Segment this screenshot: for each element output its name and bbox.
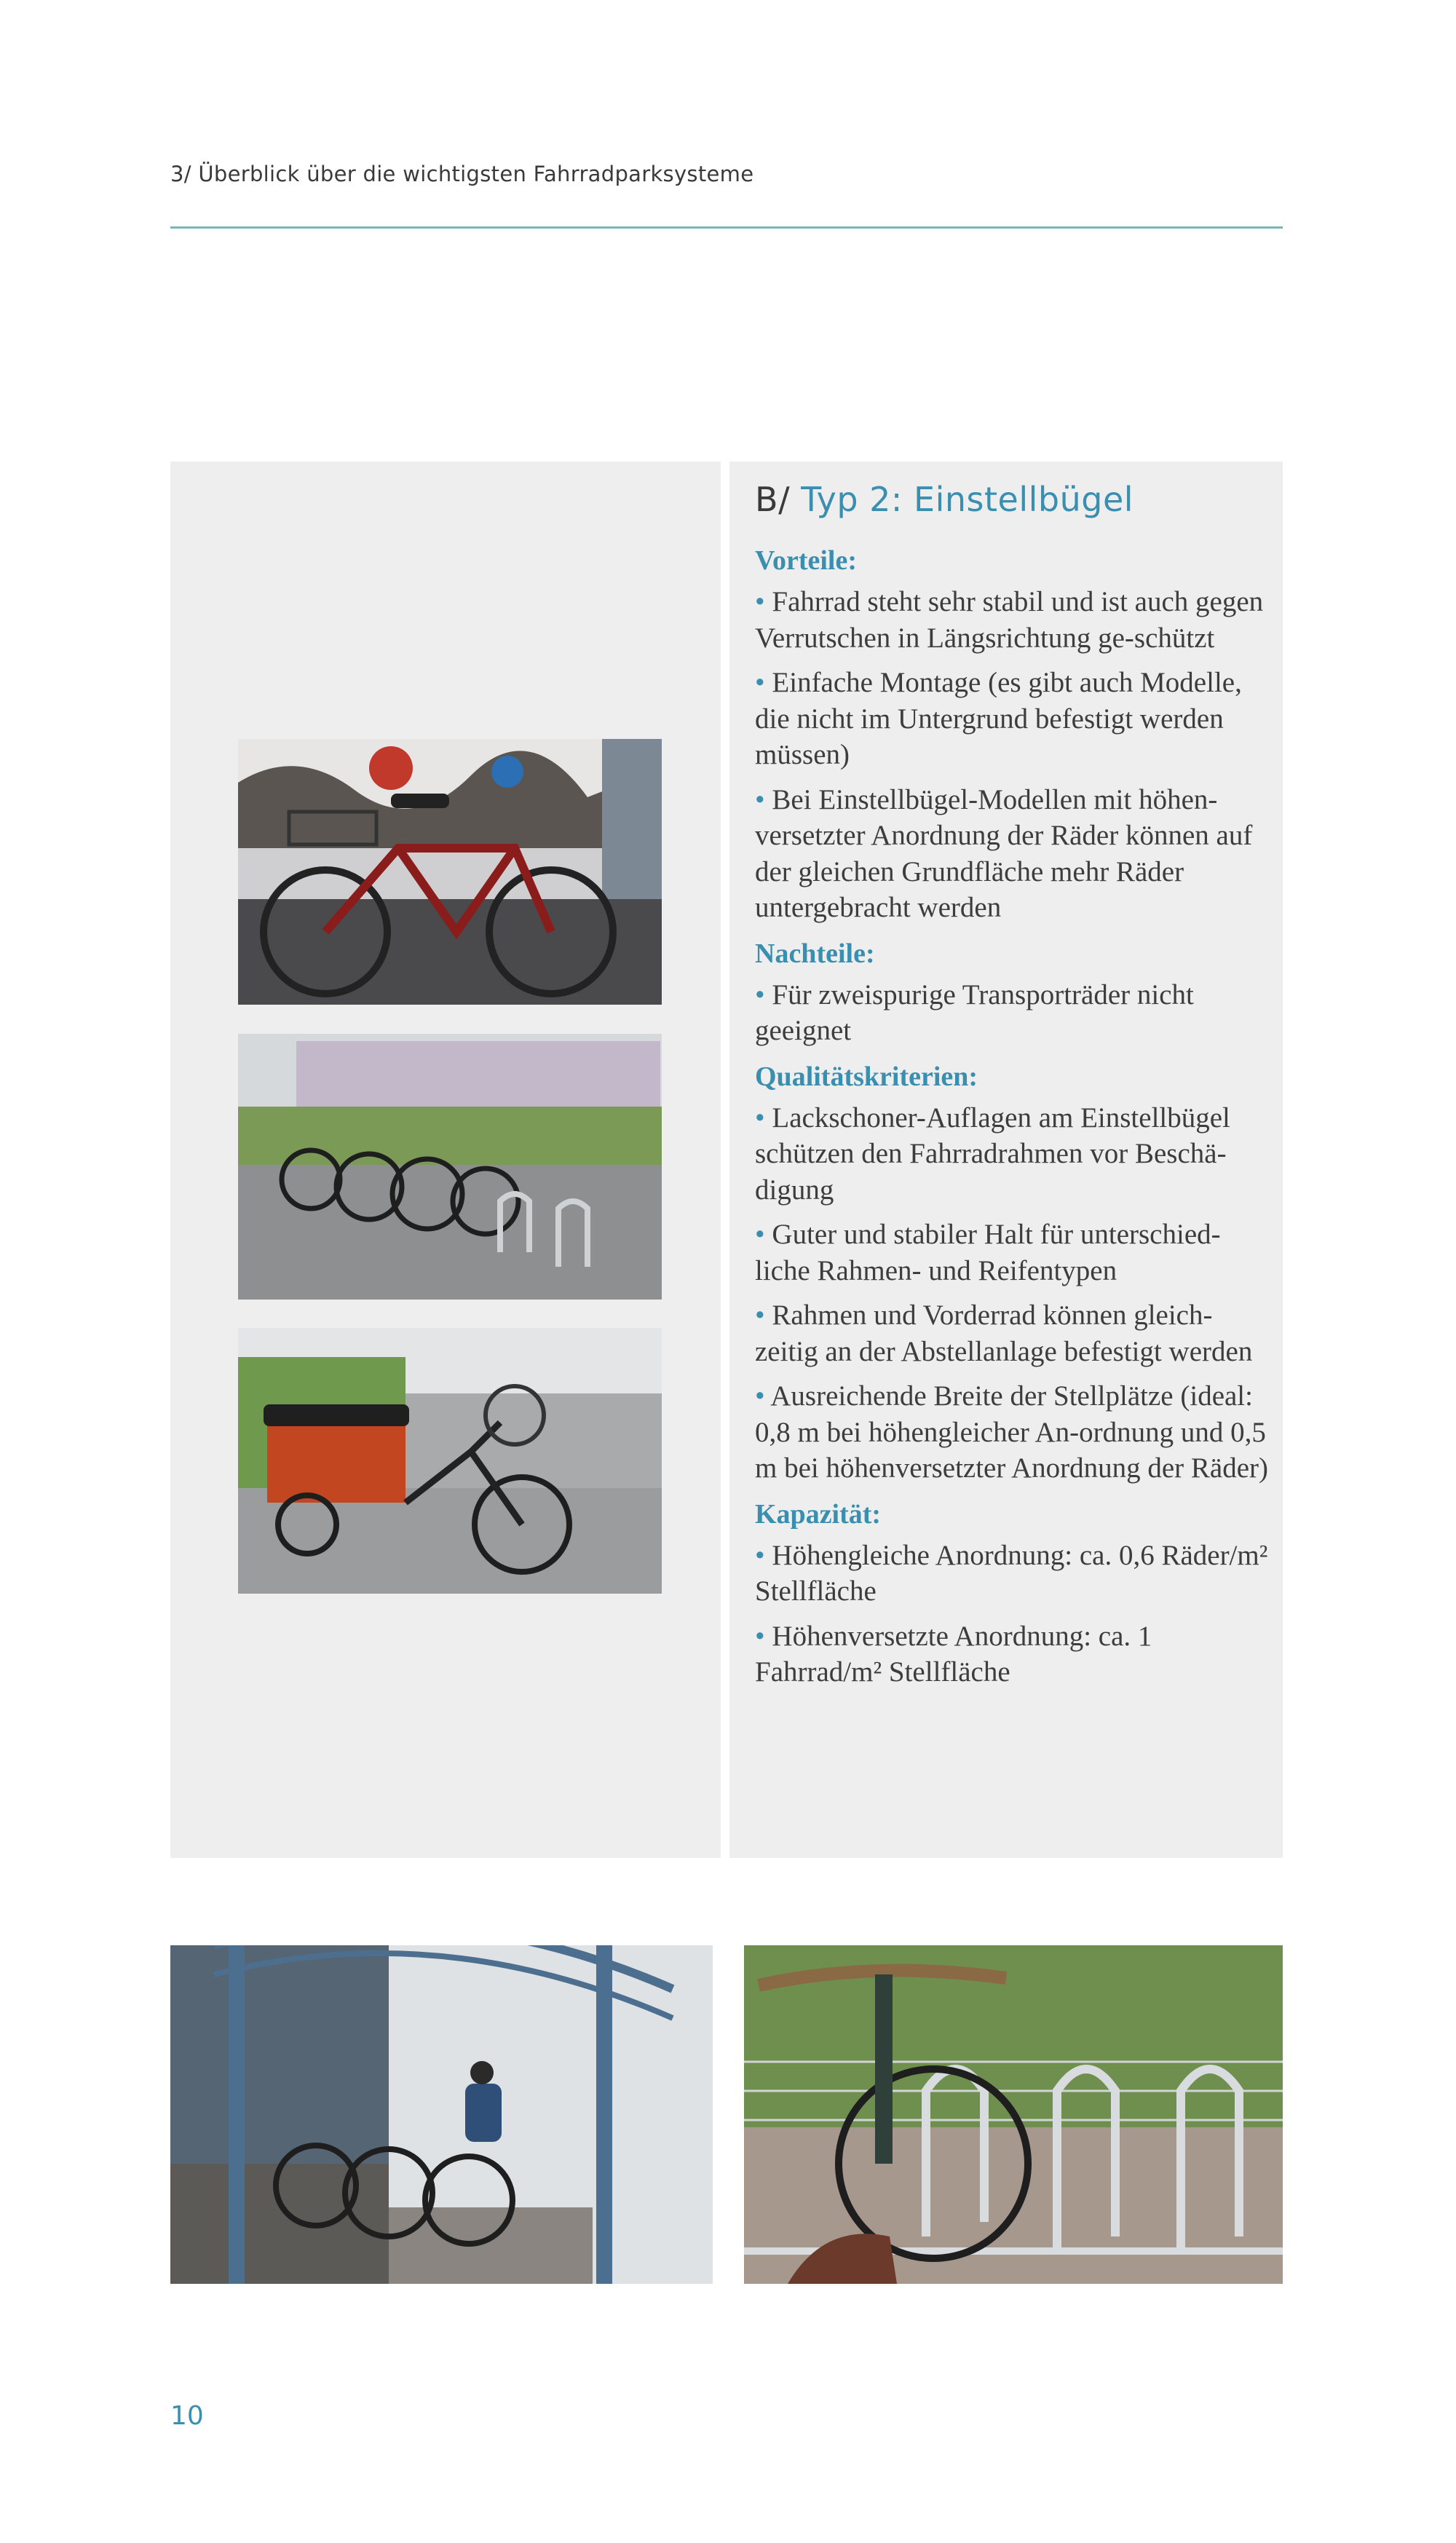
section-title-text: Typ 2: Einstellbügel <box>790 480 1134 519</box>
page-number: 10 <box>170 2401 204 2431</box>
criteria-group <box>755 1058 1273 1487</box>
photo-red-bicycle <box>238 739 662 1005</box>
bullet-icon: • <box>755 1380 765 1412</box>
list-item-text: Guter und stabiler Halt für unterschied-liche Rahmen- und Reifentypen <box>755 1219 1221 1286</box>
section-prefix: B <box>755 480 779 519</box>
list-item-text: Fahrrad steht sehr stabil und ist auch gegen Verrutschen in Längsrichtung ge-schützt <box>755 586 1264 654</box>
list-item-text: Für zweispurige Transporträder nicht geeignet <box>755 978 1194 1046</box>
group-heading: Kapazität: <box>755 1498 882 1530</box>
list-item <box>755 1618 1273 1690</box>
list-item-text: Bei Einstellbügel-Modellen mit höhen-versetzter Anordnung der Räder können auf der gleichen Grundfläche mehr Räder untergebracht werden <box>755 783 1253 923</box>
photo-bicycle-row <box>238 1034 662 1300</box>
criteria-groups <box>755 542 1273 1690</box>
list-item-text: Einfache Montage (es gibt auch Modelle, die nicht im Untergrund befestigt werden müssen) <box>755 667 1242 770</box>
bullet-icon: • <box>755 1300 765 1331</box>
bullet-icon: • <box>755 783 765 815</box>
group-heading: Nachteile: <box>755 938 875 969</box>
group-heading: Qualitätskriterien: <box>755 1061 978 1092</box>
list-item-text: Rahmen und Vorderrad können gleich-zeitig an der Abstellanlage befestigt werden <box>755 1300 1253 1367</box>
criteria-group <box>755 542 1273 926</box>
photo-cargo-bike <box>238 1328 662 1594</box>
list-item <box>755 1378 1273 1487</box>
criteria-group <box>755 935 1273 1049</box>
photo-rack-closeup <box>744 1945 1283 2284</box>
list-item <box>755 584 1273 656</box>
list-item <box>755 1538 1273 1610</box>
criteria-group <box>755 1495 1273 1690</box>
list-item <box>755 665 1273 773</box>
list-item-text: Lackschoner-Auflagen am Einstellbügel schützen den Fahrradrahmen vor Beschä-digung <box>755 1102 1230 1206</box>
list-item-text: Ausreichende Breite der Stellplätze (ideal: 0,8 m bei höhengleicher An-ordnung und 0,5 m bei höhenversetzter Anordnung der Räder) <box>755 1380 1269 1484</box>
bullet-icon: • <box>755 978 765 1011</box>
description-block <box>755 478 1273 1699</box>
bullet-icon: • <box>755 1539 765 1571</box>
running-header: 3/ Überblick über die wichtigsten Fahrradparksysteme <box>170 162 754 186</box>
list-item-text: Höhenversetzte Anordnung: ca. 1 Fahrrad/m² Stellfläche <box>755 1620 1152 1688</box>
section-title <box>755 478 1273 521</box>
list-item <box>755 1100 1273 1209</box>
list-item <box>755 1217 1273 1289</box>
photo-covered-shelter <box>170 1945 713 2284</box>
bullet-icon: • <box>755 1620 765 1652</box>
group-heading: Vorteile: <box>755 545 857 576</box>
section-slash: / <box>778 480 791 519</box>
header-divider <box>170 226 1283 229</box>
list-item <box>755 782 1273 926</box>
list-item-text: Höhengleiche Anordnung: ca. 0,6 Räder/m² Stellfläche <box>755 1539 1268 1607</box>
bullet-icon: • <box>755 1219 765 1250</box>
bullet-icon: • <box>755 586 765 617</box>
bullet-icon: • <box>755 667 765 698</box>
list-item <box>755 1297 1273 1369</box>
list-item <box>755 977 1273 1049</box>
bullet-icon: • <box>755 1102 765 1134</box>
